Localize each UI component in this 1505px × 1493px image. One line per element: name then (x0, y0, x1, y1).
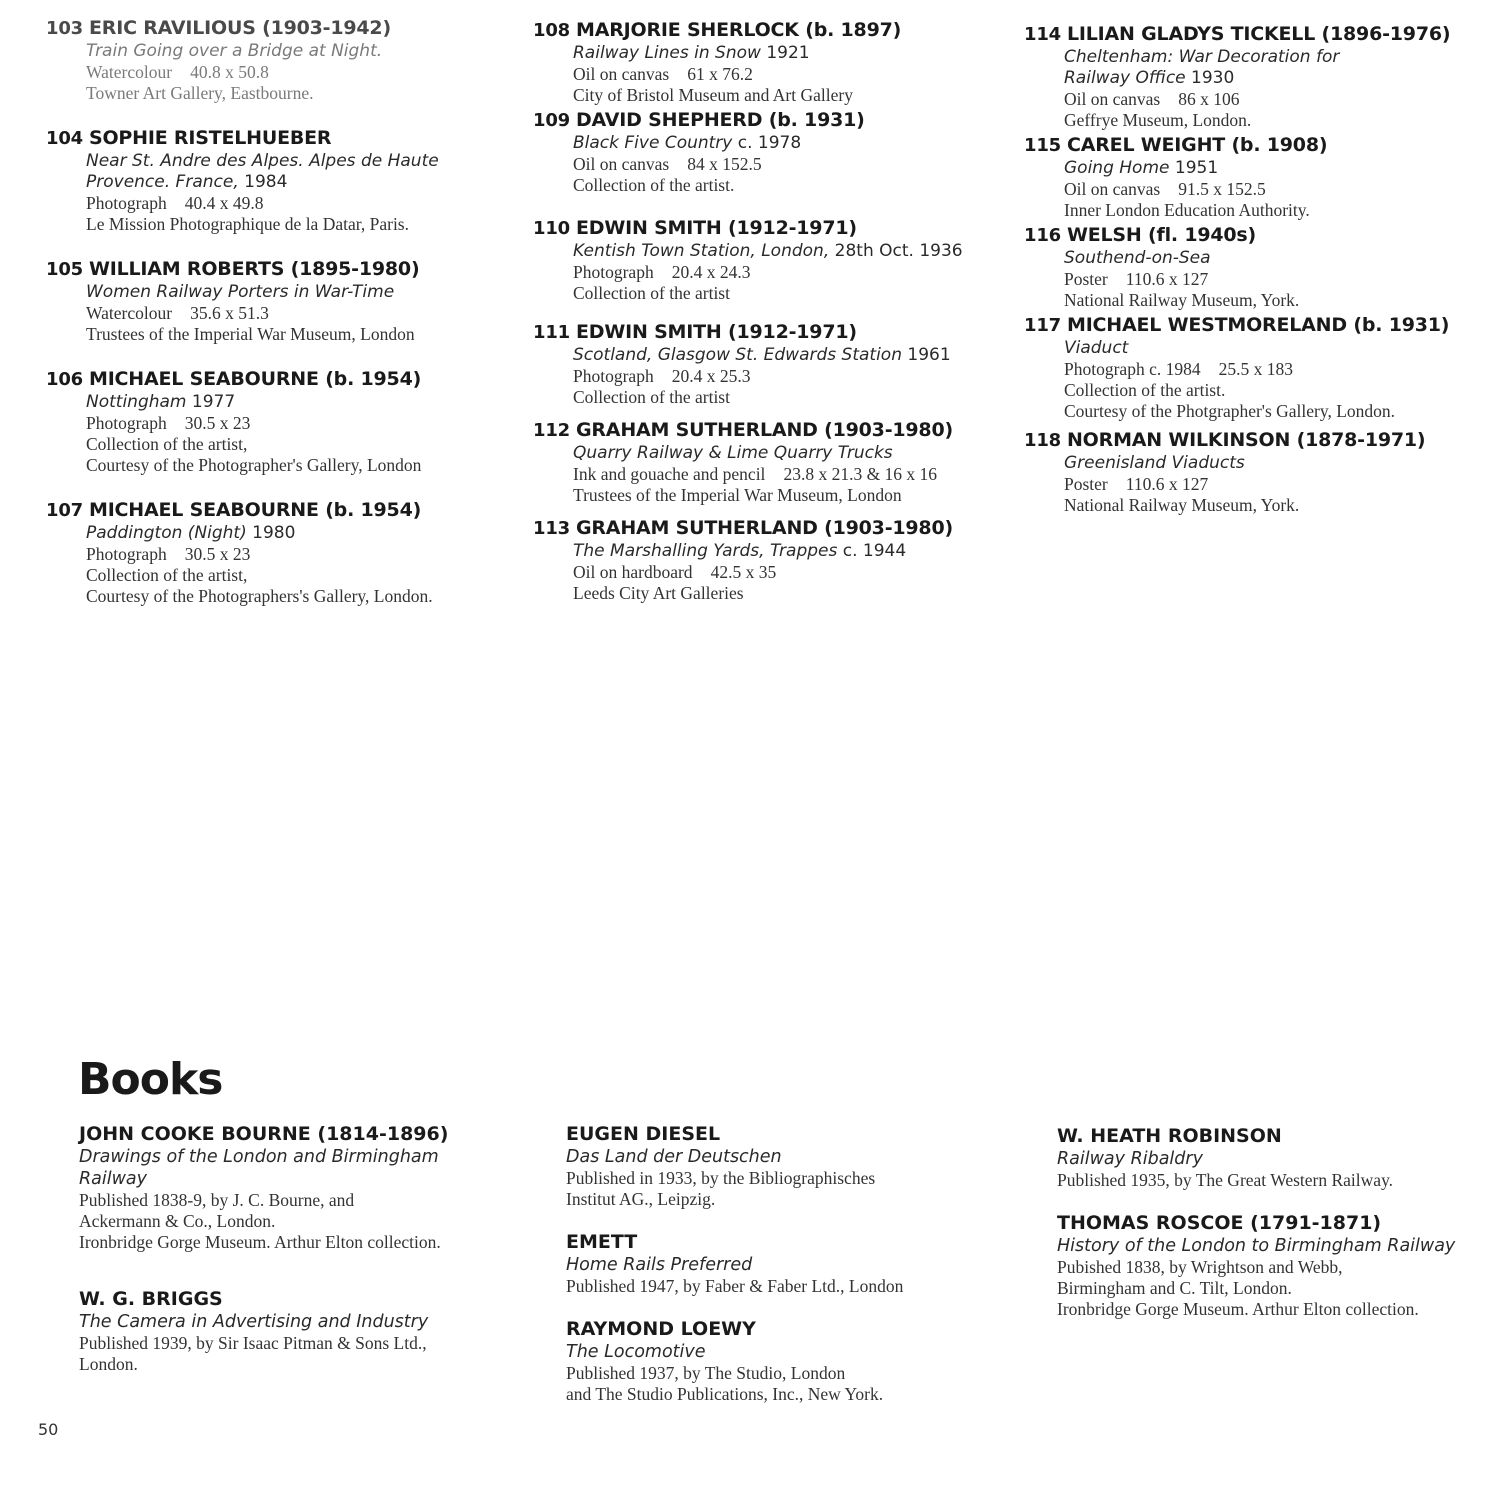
medium-and-size (573, 366, 1013, 387)
artwork-title (86, 523, 516, 544)
books-heading: Books (78, 1054, 223, 1105)
artwork-year: 1984 (244, 172, 288, 192)
catalogue-number: 109 (533, 110, 570, 131)
catalogue-column-1 (46, 16, 516, 607)
artwork-dimensions: 40.4 x 49.8 (184, 193, 264, 213)
catalogue-entry (46, 367, 516, 476)
entry-heading (533, 216, 1013, 241)
entry-heading (1024, 313, 1494, 338)
artist-name: EDWIN SMITH (575, 321, 722, 343)
artwork-dimensions: 20.4 x 24.3 (671, 262, 751, 282)
catalogue-entry (1024, 223, 1494, 311)
catalogue-entry (533, 216, 1013, 304)
artwork-title-text: Southend-on-Sea (1064, 248, 1211, 268)
collection-line: National Railway Museum, York. (1064, 290, 1300, 310)
catalogue-entry (46, 126, 516, 235)
artist-name: MICHAEL SEABOURNE (88, 368, 319, 390)
medium-and-size (573, 154, 1013, 175)
artist-dates: (1912-1971) (728, 217, 857, 239)
artwork-title (1064, 47, 1494, 68)
catalogue-entry (1024, 313, 1494, 422)
artwork-dimensions: 110.6 x 127 (1125, 474, 1209, 494)
artwork-medium: Oil on hardboard (573, 562, 693, 582)
collection-line: Geffrye Museum, London. (1064, 110, 1252, 130)
catalogue-entry (1024, 428, 1494, 516)
entry-details (1024, 248, 1494, 311)
artwork-title (573, 541, 1013, 562)
catalogue-entry (533, 516, 1013, 604)
book-title: The Camera in Advertising and Industry (79, 1312, 429, 1332)
book-author: W. HEATH ROBINSON (1057, 1125, 1282, 1147)
entry-details (46, 523, 516, 607)
artist-dates: (b. 1954) (325, 368, 422, 390)
book-entry (1057, 1211, 1497, 1320)
entry-heading (533, 516, 1013, 541)
page-number: 50 (38, 1420, 59, 1439)
medium-and-size (86, 303, 516, 324)
book-title: Drawings of the London and Birmingham (79, 1147, 439, 1167)
entry-details (1024, 338, 1494, 422)
entry-details (533, 241, 1013, 304)
catalogue-number: 115 (1024, 135, 1061, 156)
collection-line: Courtesy of the Photgrapher's Gallery, London. (1064, 401, 1396, 421)
books-column-1 (79, 1122, 539, 1395)
artwork-dimensions: 91.5 x 152.5 (1178, 179, 1266, 199)
collection-line: Collection of the artist. (1064, 380, 1226, 400)
book-entry (79, 1122, 539, 1253)
artwork-title (573, 345, 1013, 366)
catalogue-number: 108 (533, 20, 570, 41)
artist-name: MARJORIE SHERLOCK (575, 19, 799, 41)
book-entry (79, 1287, 539, 1375)
author-dates: (1791-1871) (1250, 1212, 1382, 1234)
publication-line: London. (79, 1354, 138, 1374)
entry-heading (46, 126, 516, 151)
collection-line: Trustees of the Imperial War Museum, London (573, 485, 902, 505)
artist-dates: (b. 1954) (325, 499, 422, 521)
collection-line: Inner London Education Authority. (1064, 200, 1310, 220)
medium-and-size (573, 262, 1013, 283)
entry-heading (46, 257, 516, 282)
catalogue-number: 112 (533, 420, 570, 441)
artwork-medium: Watercolour (86, 62, 173, 82)
book-author: W. G. BRIGGS (79, 1288, 223, 1310)
artwork-medium: Photograph (573, 262, 654, 282)
artist-dates: (b. 1897) (805, 19, 902, 41)
artwork-year: 1980 (252, 523, 296, 543)
publication-line: Published 1935, by The Great Western Railway. (1057, 1170, 1394, 1190)
artwork-title-text: Nottingham (86, 392, 187, 412)
book-author-heading (79, 1287, 539, 1311)
publication-line: Ackermann & Co., London. (79, 1211, 276, 1231)
entry-details (1024, 47, 1494, 131)
artwork-title-text: Women Railway Porters in War-Time (86, 282, 395, 302)
entry-details (533, 541, 1013, 604)
artist-dates: (1903-1980) (824, 517, 953, 539)
artwork-year: 1961 (907, 345, 951, 365)
book-author-heading (566, 1230, 1026, 1254)
artwork-medium: Photograph (86, 413, 167, 433)
books-column-3 (1057, 1124, 1497, 1340)
artist-name: NORMAN WILKINSON (1066, 429, 1291, 451)
medium-and-size (1064, 89, 1494, 110)
artist-name: MICHAEL SEABOURNE (88, 499, 319, 521)
artist-dates: (1878-1971) (1296, 429, 1426, 451)
artwork-title-text: Near St. Andre des Alpes. Alpes de Haute (86, 151, 439, 171)
catalogue-entry (533, 320, 1013, 408)
artwork-medium: Photograph (573, 366, 654, 386)
book-title: The Locomotive (566, 1342, 706, 1362)
artwork-year: 1930 (1191, 68, 1235, 88)
artist-dates: (1895-1980) (290, 258, 420, 280)
entry-heading (1024, 22, 1494, 47)
artist-name: LILIAN GLADYS TICKELL (1066, 23, 1316, 45)
artist-name: ERIC RAVILIOUS (88, 17, 256, 39)
collection-line: Courtesy of the Photographer's Gallery, London (86, 455, 422, 475)
artwork-title (573, 43, 1013, 64)
artwork-dimensions: 30.5 x 23 (184, 544, 251, 564)
book-entry (1057, 1124, 1497, 1191)
artwork-title (86, 41, 516, 62)
artwork-medium: Watercolour (86, 303, 173, 323)
publication-line: Pubished 1838, by Wrightson and Webb, (1057, 1257, 1343, 1277)
artist-name: GRAHAM SUTHERLAND (575, 517, 818, 539)
artwork-title-text: Paddington (Night) (86, 523, 247, 543)
collection-line: Collection of the artist (573, 283, 730, 303)
artwork-title-text: Scotland, Glasgow St. Edwards Station (573, 345, 902, 365)
catalogue-number: 110 (533, 218, 570, 239)
artist-dates: (b. 1931) (1353, 314, 1450, 336)
book-author-heading (79, 1122, 539, 1146)
catalogue-number: 118 (1024, 430, 1061, 451)
artist-dates: (1896-1976) (1321, 23, 1451, 45)
entry-details (533, 133, 1013, 196)
artwork-title (573, 133, 1013, 154)
artist-dates: (1912-1971) (728, 321, 857, 343)
entry-heading (1024, 428, 1494, 453)
artwork-dimensions: 40.8 x 50.8 (190, 62, 269, 82)
entry-details (46, 392, 516, 476)
book-author: THOMAS ROSCOE (1057, 1212, 1244, 1234)
publication-line: Published 1939, by Sir Isaac Pitman & Sons Ltd., (79, 1333, 427, 1353)
artwork-title (573, 241, 1013, 262)
artwork-title-text-2: Provence. France, (86, 172, 239, 192)
entry-details (46, 151, 516, 235)
book-author-heading (1057, 1211, 1497, 1235)
artwork-title-text: Railway Lines in Snow (573, 43, 761, 63)
collection-line: Trustees of the Imperial War Museum, London (86, 324, 415, 344)
book-author: JOHN COOKE BOURNE (79, 1123, 311, 1145)
entry-heading (533, 320, 1013, 345)
catalogue-column-2 (533, 18, 1013, 604)
artwork-title (86, 151, 516, 172)
artwork-year: 1951 (1174, 158, 1219, 178)
medium-and-size (86, 193, 516, 214)
artist-name: GRAHAM SUTHERLAND (575, 419, 818, 441)
artwork-medium: Ink and gouache and pencil (573, 464, 766, 484)
artwork-dimensions: 35.6 x 51.3 (190, 303, 269, 323)
artwork-year: 1977 (191, 392, 236, 412)
entry-details (46, 282, 516, 345)
publication-line: Published in 1933, by the Bibliographisches (566, 1168, 876, 1188)
artwork-dimensions: 25.5 x 183 (1218, 359, 1293, 379)
entry-details (1024, 158, 1494, 221)
artwork-dimensions: 30.5 x 23 (184, 413, 251, 433)
artist-name: DAVID SHEPHERD (575, 109, 763, 131)
collection-line: National Railway Museum, York. (1064, 495, 1300, 515)
artwork-dimensions: 86 x 106 (1178, 89, 1240, 109)
catalogue-number: 105 (46, 259, 83, 280)
catalogue-entry (1024, 133, 1494, 221)
catalogue-number: 106 (46, 369, 83, 390)
artwork-medium: Oil on canvas (573, 64, 670, 84)
artwork-dimensions: 42.5 x 35 (710, 562, 777, 582)
book-author-heading (566, 1122, 1026, 1146)
book-author-heading (1057, 1124, 1497, 1148)
medium-and-size (573, 562, 1013, 583)
catalogue-number: 117 (1024, 315, 1061, 336)
book-title: Railway (79, 1169, 148, 1189)
entry-heading (46, 16, 516, 41)
catalogue-number: 104 (46, 128, 83, 149)
catalogue-column-3 (1024, 22, 1494, 516)
book-title: Railway Ribaldry (1057, 1149, 1203, 1169)
medium-and-size (1064, 359, 1494, 380)
books-column-2 (566, 1122, 1026, 1425)
medium-and-size (86, 62, 516, 83)
book-author: EUGEN DIESEL (566, 1123, 721, 1145)
catalogue-number: 103 (46, 18, 83, 39)
catalogue-number: 116 (1024, 225, 1061, 246)
artwork-title-text: Greenisland Viaducts (1064, 453, 1245, 473)
artwork-title-text-2: Railway Office (1064, 68, 1186, 88)
artwork-medium: Oil on canvas (573, 154, 670, 174)
collection-line: Le Mission Photographique de la Datar, Paris. (86, 214, 409, 234)
artwork-medium: Oil on canvas (1064, 89, 1161, 109)
artwork-dimensions: 110.6 x 127 (1125, 269, 1209, 289)
catalogue-entry (1024, 22, 1494, 131)
artwork-title-text: Going Home (1064, 158, 1170, 178)
collection-line: Collection of the artist. (573, 175, 735, 195)
artwork-medium: Poster (1064, 269, 1108, 289)
artwork-title (1064, 453, 1494, 474)
catalogue-number: 111 (533, 322, 570, 343)
book-author: RAYMOND LOEWY (566, 1318, 756, 1340)
catalogue-entry (533, 18, 1013, 106)
book-entry (566, 1317, 1026, 1405)
artwork-year: 28th Oct. 1936 (834, 241, 963, 261)
entry-details (46, 41, 516, 104)
book-title: History of the London to Birmingham Railway (1057, 1236, 1456, 1256)
artist-name: SOPHIE RISTELHUEBER (88, 127, 332, 149)
book-author-heading (566, 1317, 1026, 1341)
artist-name: MICHAEL WESTMORELAND (1066, 314, 1347, 336)
entry-heading (46, 498, 516, 523)
artist-name: WELSH (1066, 224, 1142, 246)
entry-heading (533, 418, 1013, 443)
artwork-dimensions: 61 x 76.2 (687, 64, 753, 84)
catalogue-entry (46, 498, 516, 607)
artwork-medium: Photograph c. 1984 (1064, 359, 1201, 379)
artwork-year: c. 1944 (842, 541, 907, 561)
publication-line: Published 1947, by Faber & Faber Ltd., London (566, 1276, 904, 1296)
artwork-title-text: Quarry Railway & Lime Quarry Trucks (573, 443, 893, 463)
entry-details (533, 345, 1013, 408)
entry-details (533, 443, 1013, 506)
artwork-dimensions: 23.8 x 21.3 & 16 x 16 (783, 464, 938, 484)
artist-name: WILLIAM ROBERTS (88, 258, 285, 280)
medium-and-size (573, 64, 1013, 85)
artwork-title-text: The Marshalling Yards, Trappes (573, 541, 838, 561)
publication-line: Published 1937, by The Studio, London (566, 1363, 846, 1383)
artwork-medium: Poster (1064, 474, 1108, 494)
artwork-year: 1921 (766, 43, 810, 63)
entry-heading (46, 367, 516, 392)
catalogue-entry (533, 418, 1013, 506)
collection-line: Collection of the artist, (86, 565, 248, 585)
entry-heading (533, 18, 1013, 43)
artwork-title (1064, 338, 1494, 359)
artist-dates: (1903-1942) (262, 17, 391, 39)
artist-name: CAREL WEIGHT (1066, 134, 1226, 156)
artwork-year: c. 1978 (737, 133, 802, 153)
book-entry (566, 1122, 1026, 1210)
catalogue-number: 114 (1024, 24, 1061, 45)
book-title: Home Rails Preferred (566, 1255, 753, 1275)
medium-and-size (86, 544, 516, 565)
artist-dates: (b. 1931) (768, 109, 865, 131)
artwork-title (86, 392, 516, 413)
medium-and-size (1064, 179, 1494, 200)
author-dates: (1814-1896) (317, 1123, 449, 1145)
medium-and-size (573, 464, 1013, 485)
entry-details (533, 43, 1013, 106)
book-entry (566, 1230, 1026, 1297)
collection-line: Leeds City Art Galleries (573, 583, 744, 603)
collection-line: Collection of the artist, (86, 434, 248, 454)
medium-and-size (1064, 269, 1494, 290)
artwork-medium: Photograph (86, 193, 167, 213)
artwork-title (1064, 158, 1494, 179)
artwork-title-text: Viaduct (1064, 338, 1129, 358)
catalogue-number: 107 (46, 500, 83, 521)
entry-heading (1024, 133, 1494, 158)
artwork-dimensions: 20.4 x 25.3 (671, 366, 751, 386)
book-title: Das Land der Deutschen (566, 1147, 782, 1167)
artwork-title-text: Train Going over a Bridge at Night. (86, 41, 383, 61)
artwork-title-text: Cheltenham: War Decoration for (1064, 47, 1340, 67)
medium-and-size (86, 413, 516, 434)
artist-name: EDWIN SMITH (575, 217, 722, 239)
catalogue-entry (533, 108, 1013, 196)
publication-line: and The Studio Publications, Inc., New York. (566, 1384, 884, 1404)
artist-dates: (1903-1980) (824, 419, 953, 441)
catalogue-number: 113 (533, 518, 570, 539)
entry-heading (1024, 223, 1494, 248)
medium-and-size (1064, 474, 1494, 495)
artwork-title-text: Black Five Country (573, 133, 733, 153)
publication-line: Published 1838-9, by J. C. Bourne, and (79, 1190, 355, 1210)
publication-line: Ironbridge Gorge Museum. Arthur Elton collection. (1057, 1299, 1419, 1319)
artwork-medium: Photograph (86, 544, 167, 564)
catalogue-entry (46, 257, 516, 345)
artist-dates: (fl. 1940s) (1148, 224, 1257, 246)
artwork-title-text: Kentish Town Station, London, (573, 241, 830, 261)
artwork-dimensions: 84 x 152.5 (687, 154, 762, 174)
collection-line: Towner Art Gallery, Eastbourne. (86, 83, 314, 103)
entry-heading (533, 108, 1013, 133)
artwork-medium: Oil on canvas (1064, 179, 1161, 199)
catalogue-entry (46, 16, 516, 104)
artwork-title-continued (1064, 68, 1494, 89)
collection-line: Collection of the artist (573, 387, 730, 407)
collection-line: Courtesy of the Photographers's Gallery, London. (86, 586, 433, 606)
entry-details (1024, 453, 1494, 516)
publication-line: Ironbridge Gorge Museum. Arthur Elton collection. (79, 1232, 441, 1252)
artwork-title (1064, 248, 1494, 269)
collection-line: City of Bristol Museum and Art Gallery (573, 85, 853, 105)
publication-line: Birmingham and C. Tilt, London. (1057, 1278, 1292, 1298)
artist-dates: (b. 1908) (1231, 134, 1328, 156)
publication-line: Institut AG., Leipzig. (566, 1189, 716, 1209)
book-author: EMETT (566, 1231, 638, 1253)
artwork-title (573, 443, 1013, 464)
artwork-title (86, 282, 516, 303)
artwork-title-continued (86, 172, 516, 193)
